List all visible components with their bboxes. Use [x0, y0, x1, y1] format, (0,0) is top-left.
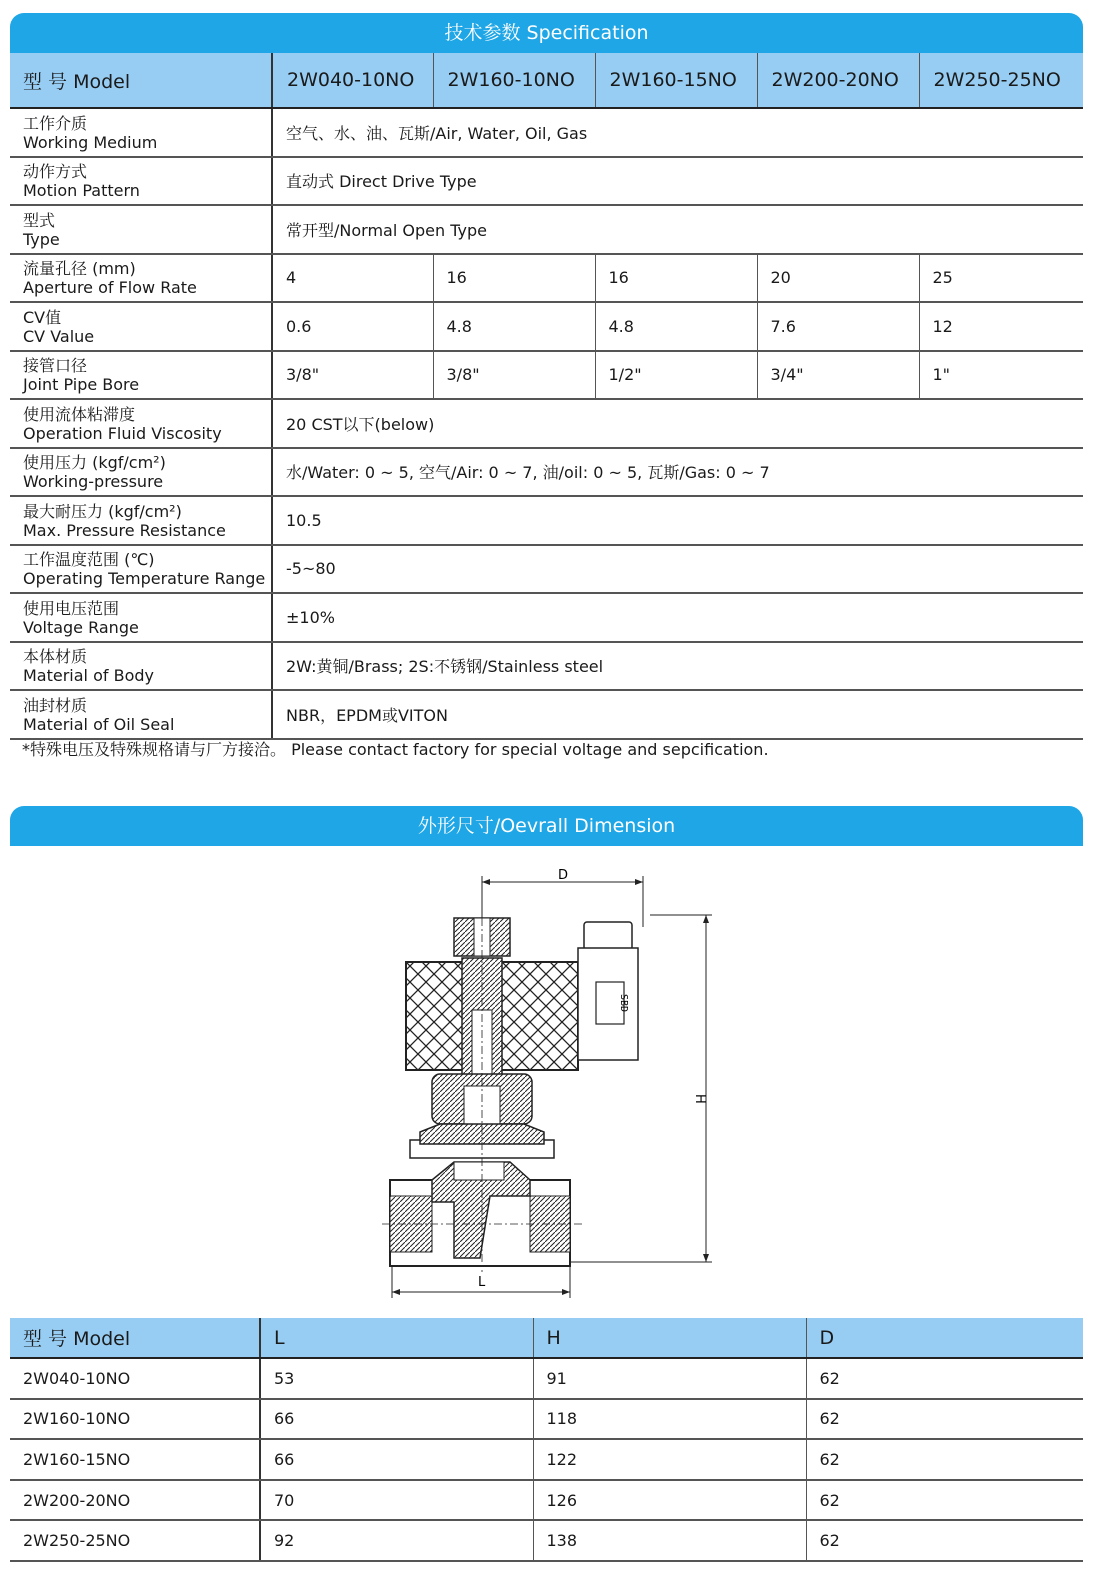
model-col-5: 2W250-25NO	[919, 53, 1083, 108]
dim-model: 2W250-25NO	[10, 1520, 260, 1561]
spec-label-zh: CV值	[23, 307, 62, 327]
dim-header-model: 型 号 Model	[10, 1318, 260, 1358]
spec-label-en: Working-pressure	[23, 472, 164, 492]
model-col-4: 2W200-20NO	[757, 53, 919, 108]
spec-row	[10, 690, 1083, 739]
dim-model: 2W040-10NO	[10, 1358, 260, 1399]
dim-value: 66	[260, 1399, 533, 1440]
spec-row	[10, 448, 1083, 497]
spec-row	[10, 302, 1083, 351]
spec-row-label	[10, 545, 272, 594]
spec-value: 3/8"	[433, 351, 595, 400]
spec-value: 10.5	[272, 496, 1083, 545]
dimension-banner: 外形尺寸/Oevrall Dimension	[10, 806, 1083, 846]
dim-value: 122	[533, 1439, 806, 1480]
dim-value: 62	[806, 1520, 1083, 1561]
spec-row-label	[10, 302, 272, 351]
label-d: D	[558, 868, 569, 883]
spec-label-en: Operating Temperature Range	[23, 569, 266, 589]
spec-header-row	[10, 53, 1083, 108]
dim-row	[10, 1358, 1083, 1399]
spec-label-zh: 本体材质	[23, 647, 88, 667]
spec-value: 25	[919, 254, 1083, 303]
dimension-table	[10, 1318, 1083, 1562]
spec-value: 常开型/Normal Open Type	[272, 205, 1083, 254]
dim-value: 62	[806, 1480, 1083, 1521]
dim-value: 62	[806, 1439, 1083, 1480]
spec-label-zh: 流量孔径 (mm)	[23, 259, 136, 279]
dim-row	[10, 1520, 1083, 1561]
spec-value: 4.8	[595, 302, 757, 351]
spec-label-zh: 工作温度范围 (℃)	[23, 550, 155, 570]
spec-value: ±10%	[272, 593, 1083, 642]
dim-value: 70	[260, 1480, 533, 1521]
dim-value: 53	[260, 1358, 533, 1399]
spec-label-en: Material of Body	[23, 666, 154, 686]
spec-label-zh: 工作介质	[23, 113, 88, 133]
dim-model: 2W160-10NO	[10, 1399, 260, 1440]
spec-value: 3/4"	[757, 351, 919, 400]
dim-value: 92	[260, 1520, 533, 1561]
coil-marking: SBD	[618, 993, 629, 1013]
valve-dimension-drawing	[370, 862, 730, 1302]
spec-row	[10, 642, 1083, 691]
spec-label-zh: 最大耐压力 (kgf/cm²)	[23, 501, 182, 521]
spec-label-en: CV Value	[23, 326, 95, 346]
spec-value: 4	[272, 254, 433, 303]
spec-row	[10, 399, 1083, 448]
dim-model: 2W200-20NO	[10, 1480, 260, 1521]
spec-label-en: Motion Pattern	[23, 181, 140, 201]
spec-row-label	[10, 690, 272, 739]
spec-label-zh: 型式	[23, 210, 56, 230]
spec-label-zh: 接管口径	[23, 356, 88, 376]
spec-value: 1"	[919, 351, 1083, 400]
spec-row	[10, 205, 1083, 254]
spec-label-zh: 动作方式	[23, 162, 88, 182]
dim-value: 138	[533, 1520, 806, 1561]
dim-value: 62	[806, 1399, 1083, 1440]
spec-value: 20	[757, 254, 919, 303]
spec-value: 直动式 Direct Drive Type	[272, 157, 1083, 206]
spec-value: 4.8	[433, 302, 595, 351]
spec-row-label	[10, 205, 272, 254]
spec-value: -5~80	[272, 545, 1083, 594]
spec-row	[10, 254, 1083, 303]
dim-value: 91	[533, 1358, 806, 1399]
spec-label-en: Material of Oil Seal	[23, 714, 175, 734]
spec-row-label	[10, 593, 272, 642]
spec-value: 2W:黄铜/Brass; 2S:不锈钢/Stainless steel	[272, 642, 1083, 691]
spec-row-label	[10, 496, 272, 545]
dim-header-row	[10, 1318, 1083, 1358]
spec-row	[10, 545, 1083, 594]
spec-row-label	[10, 642, 272, 691]
spec-row-label	[10, 157, 272, 206]
spec-label-en: Type	[23, 229, 60, 249]
dim-value: 66	[260, 1439, 533, 1480]
model-header: 型 号 Model	[10, 53, 272, 108]
spec-label-en: Aperture of Flow Rate	[23, 278, 197, 298]
dim-row	[10, 1399, 1083, 1440]
dim-header-d: D	[806, 1318, 1083, 1358]
spec-row-label	[10, 108, 272, 157]
spec-label-zh: 使用流体粘滞度	[23, 404, 136, 424]
spec-label-en: Voltage Range	[23, 617, 139, 637]
model-col-3: 2W160-15NO	[595, 53, 757, 108]
dim-row	[10, 1439, 1083, 1480]
spec-value: 12	[919, 302, 1083, 351]
label-l: L	[478, 1275, 486, 1290]
model-col-2: 2W160-10NO	[433, 53, 595, 108]
spec-row	[10, 108, 1083, 157]
spec-row-label	[10, 254, 272, 303]
spec-value: 20 CST以下(below)	[272, 399, 1083, 448]
spec-value: 空气、水、油、瓦斯/Air, Water, Oil, Gas	[272, 108, 1083, 157]
spec-label-zh: 使用电压范围	[23, 598, 120, 618]
spec-banner: 技术参数 Specification	[10, 13, 1083, 53]
label-h: H	[692, 1094, 707, 1104]
spec-table	[10, 53, 1083, 740]
dim-header-h: H	[533, 1318, 806, 1358]
spec-label-zh: 使用压力 (kgf/cm²)	[23, 453, 166, 473]
spec-label-en: Max. Pressure Resistance	[23, 520, 226, 540]
spec-value: 0.6	[272, 302, 433, 351]
spec-row	[10, 351, 1083, 400]
spec-value: 1/2"	[595, 351, 757, 400]
spec-value: 3/8"	[272, 351, 433, 400]
dim-value: 126	[533, 1480, 806, 1521]
spec-label-en: Joint Pipe Bore	[23, 375, 140, 395]
spec-row-label	[10, 351, 272, 400]
spec-row	[10, 157, 1083, 206]
spec-value: NBR，EPDM或VITON	[272, 690, 1083, 739]
spec-value: 16	[433, 254, 595, 303]
spec-value: 7.6	[757, 302, 919, 351]
spec-row-label	[10, 399, 272, 448]
dim-header-l: L	[260, 1318, 533, 1358]
spec-value: 水/Water: 0 ~ 5, 空气/Air: 0 ~ 7, 油/oil: 0 ~ 5, 瓦斯/Gas: 0 ~ 7	[272, 448, 1083, 497]
model-col-1: 2W040-10NO	[272, 53, 433, 108]
dim-row	[10, 1480, 1083, 1521]
spec-label-zh: 油封材质	[23, 695, 88, 715]
spec-label-en: Operation Fluid Viscosity	[23, 423, 222, 443]
spec-label-en: Working Medium	[23, 132, 158, 152]
dim-model: 2W160-15NO	[10, 1439, 260, 1480]
dim-value: 62	[806, 1358, 1083, 1399]
spec-row	[10, 496, 1083, 545]
dim-value: 118	[533, 1399, 806, 1440]
spec-value: 16	[595, 254, 757, 303]
footnote: *特殊电压及特殊规格请与厂方接洽。 Please contact factory for special voltage and sepcification.	[22, 740, 769, 759]
spec-row	[10, 593, 1083, 642]
spec-row-label	[10, 448, 272, 497]
